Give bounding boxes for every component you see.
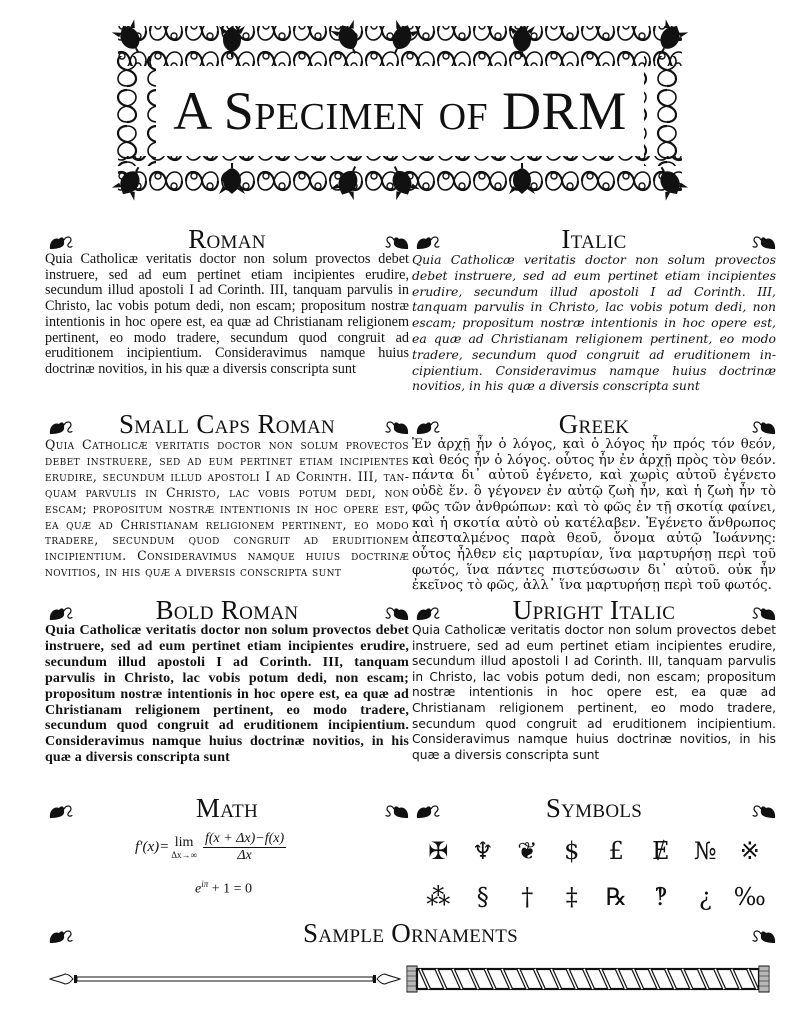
section-header	[412, 411, 776, 437]
fleuron-left-icon	[416, 803, 442, 819]
section-title: Small Caps Roman	[118, 409, 336, 439]
derivative-formula	[135, 831, 286, 864]
section-bold-roman	[45, 597, 409, 780]
fraction	[203, 831, 286, 864]
fleuron-right-icon	[383, 234, 409, 250]
e-stroke-symbol: Ɇ	[651, 837, 670, 865]
fleuron-right-icon	[750, 605, 776, 621]
formulas	[45, 821, 409, 921]
section-title: Greek	[558, 409, 630, 439]
euler-base: e	[195, 881, 202, 897]
section-header	[45, 411, 409, 437]
formula-lhs: f′(x)=	[135, 839, 170, 855]
section-header	[412, 795, 776, 821]
fleuron-right-icon	[750, 928, 776, 944]
section-header	[45, 920, 776, 948]
fleuron-left-icon	[49, 234, 75, 250]
spear-rule-ornament	[49, 972, 401, 986]
sample-text-upright-italic: Quia Catholicæ veritatis doctor non solum provectos debet instruere, sed ad eum pertinet etiam incipientes erudire, secundum illud apostoli I ad Corinth. III, tanquam parvulis in Christo, lac vobis potum dedi, non escam; propositum nostræ intentionis in hoc opere est, ea quæ ad Christianam religionem pertinent, eo modo tradere, secundum quod congruit ad eruditionem incipientium. Consideravimus namque huius doctrinæ novitios, in his quæ a diversis conscripta sunt	[412, 623, 776, 762]
section-title: Roman	[188, 224, 266, 254]
euler-rest: + 1 = 0	[208, 881, 253, 897]
section-title: Math	[195, 793, 259, 823]
pound-symbol: £	[608, 837, 624, 865]
title-frame	[112, 16, 688, 206]
section-header	[45, 795, 409, 821]
inverted-question-symbol: ¿	[698, 883, 712, 911]
asterism-symbol: ⁂	[426, 883, 451, 911]
limit-label: lim	[174, 834, 194, 850]
dollar-symbol: $	[564, 837, 580, 865]
sample-text-greek: Ἐν ἀρχῇ ἦν ὁ λόγος, καὶ ὁ λόγος ἦν πρός τόν θεόν, καὶ θεός ἦν ὁ λόγος. οὗτος ἦν ἐν ἀρχῇ πρὸς τὸν θεόν. πάντα δι᾽ αὐτοῦ ἐγένετο, καὶ χωρὶς αὐτοῦ ἐγένετο οὐδὲ ἕν. ὃ γέγονεν ἐν αὐτῷ ζωὴ ἦν, καὶ ἡ ζωὴ ἦν τὸ φῶς τῶν ἀνθρώπων: καὶ τὸ φῶς ἐν τῇ σκοτίᾳ φαίνει, καὶ ἡ σκοτία αὐτὸ οὐ κατέλαβεν. Ἐγένετο ἄνθρωπος ἀπεσταλμένος παρὰ θεοῦ, ὄνομα αὐτῷ Ἰωάννης: οὗτος ἦλθεν εἰς μαρτυρίαν, ἵνα μαρτυρήσῃ περὶ τοῦ φωτός, ἵνα πάντες πιστεύσωσιν δι᾽ αὐτοῦ. οὐκ ἦν ἐκεῖνος τὸ φῶς, ἀλλ᾽ ἵνα μαρτυρήσῃ περὶ τοῦ φωτός.	[412, 437, 776, 594]
section-upright-italic	[412, 597, 776, 776]
fleuron-right-icon	[383, 803, 409, 819]
section-title: Sample Ornaments	[303, 918, 518, 948]
interrobang-symbol: ‽	[654, 883, 668, 911]
fleuron-right-icon	[750, 234, 776, 250]
fleuron-right-icon	[750, 419, 776, 435]
section-title: Bold Roman	[155, 595, 299, 625]
fleuron-left-icon	[49, 419, 75, 435]
reference-mark-symbol: ※	[739, 837, 760, 865]
symbol-grid	[412, 837, 776, 911]
section-header	[412, 597, 776, 623]
fraction-denominator: Δx	[237, 848, 252, 863]
dagger-symbol: †	[521, 883, 534, 911]
limit-operator	[171, 836, 197, 860]
ornament-row	[45, 948, 776, 1008]
twisted-rope-ornament	[406, 964, 770, 994]
fleuron-left-icon	[416, 419, 442, 435]
euler-exponent: iπ	[201, 879, 209, 889]
section-ornaments	[45, 920, 776, 1008]
limit-subscript: Δx→∞	[171, 849, 197, 860]
sample-text-bold: Quia Catholicæ veritatis doctor non solum provectos debet instruere, sed ad eum pertinet etiam incipientes erudire, secundum illud apostoli I ad Corinth. III, tanquam parvulis in Christo, lac vobis potum dedi, non escam; propositum nostræ intentionis in hoc opere est, ea quæ ad Christianam religionem pertinent, eo modo tradere, secundum quod congruit ad eruditionem incipientium. Consideravimus namque huius doctrinæ novitios, in his quæ a diversis conscripta sunt	[45, 623, 409, 766]
fleuron-left-icon	[49, 605, 75, 621]
section-header	[45, 226, 409, 252]
euler-identity	[195, 879, 252, 898]
fleuron-right-icon	[383, 419, 409, 435]
fraction-numerator: f(x + Δx)−f(x)	[204, 831, 285, 846]
section-italic	[412, 226, 776, 407]
sample-text-italic: Quia Catholicæ veritatis doctor non solum provectos debet instruere, sed ad eum pertinet etiam incipientes erudire, secundum illud apostoli I ad Corinth. III, tanquam parvulis in Christo, lac vobis potum dedi, non escam; propositum nostræ intentionis in hoc opere est, ea quæ ad Christianam religionem pertinent, eo modo tradere, secundum quod congruit ad eruditionem incipientium. Consideravimus namque huius doctrinæ novitios, in his quæ a diversis conscripta sunt	[412, 252, 776, 394]
fleuron-left-icon	[49, 803, 75, 819]
section-small-caps	[45, 411, 409, 593]
section-title: Upright Italic	[512, 595, 676, 625]
fleuron-left-icon	[49, 928, 75, 944]
recipe-symbol: ℞	[605, 883, 627, 911]
section-symbols	[412, 795, 776, 911]
page-title: A Specimen of DRM	[173, 81, 627, 141]
section-greek	[412, 411, 776, 607]
section-title: Symbols	[545, 793, 643, 823]
numero-symbol: №	[693, 837, 717, 865]
section-header	[412, 226, 776, 252]
chalice-symbol: ♆	[471, 837, 494, 865]
sample-text-small-caps: Quia Catholicæ veritatis doctor non solum provectos debet instruere, sed ad eum pertinet etiam incipientes erudire, secundum illud apostoli I ad Corinth. III, tanquam parvulis in Christo, lac vobis potum dedi, non escam; propositum nostræ intentionis in hoc opere est, ea quæ ad Christianam religionem pertinent, eo modo tradere, secundum quod congruit ad eruditionem incipientium. Consideravimus namque huius doctrinæ novitios, in his quæ a diversis conscripta sunt	[45, 437, 409, 580]
section-roman	[45, 226, 409, 392]
fleuron-right-icon	[383, 605, 409, 621]
fleuron-right-icon	[750, 803, 776, 819]
fleuron-left-icon	[416, 605, 442, 621]
double-dagger-symbol: ‡	[565, 883, 578, 911]
fleuron-left-icon	[416, 234, 442, 250]
sample-text-roman: Quia Catholicæ veritatis doctor non solum provectos debet instruere, sed ad eum pertinet etiam incipientes erudire, secundum illud apostoli I ad Corinth. III, tanquam parvulis in Christo, lac vobis potum dedi, non escam; propositum nostræ intentionis in hoc opere est, ea quæ ad Christianam religionem pertinent, eo modo tradere, secundum quod congruit ad eruditionem incipientium. Consideravimus namque huius doctrinæ novitios, in his quæ a diversis conscripta sunt	[45, 251, 409, 377]
section-math	[45, 795, 409, 921]
maltese-cross-symbol: ✠	[428, 837, 449, 865]
leaf-symbol: ❦	[517, 837, 538, 865]
section-title: Italic	[561, 224, 627, 254]
section-header	[45, 597, 409, 623]
per-mille-symbol: ‰	[733, 883, 766, 911]
section-sign-symbol: §	[476, 883, 489, 911]
